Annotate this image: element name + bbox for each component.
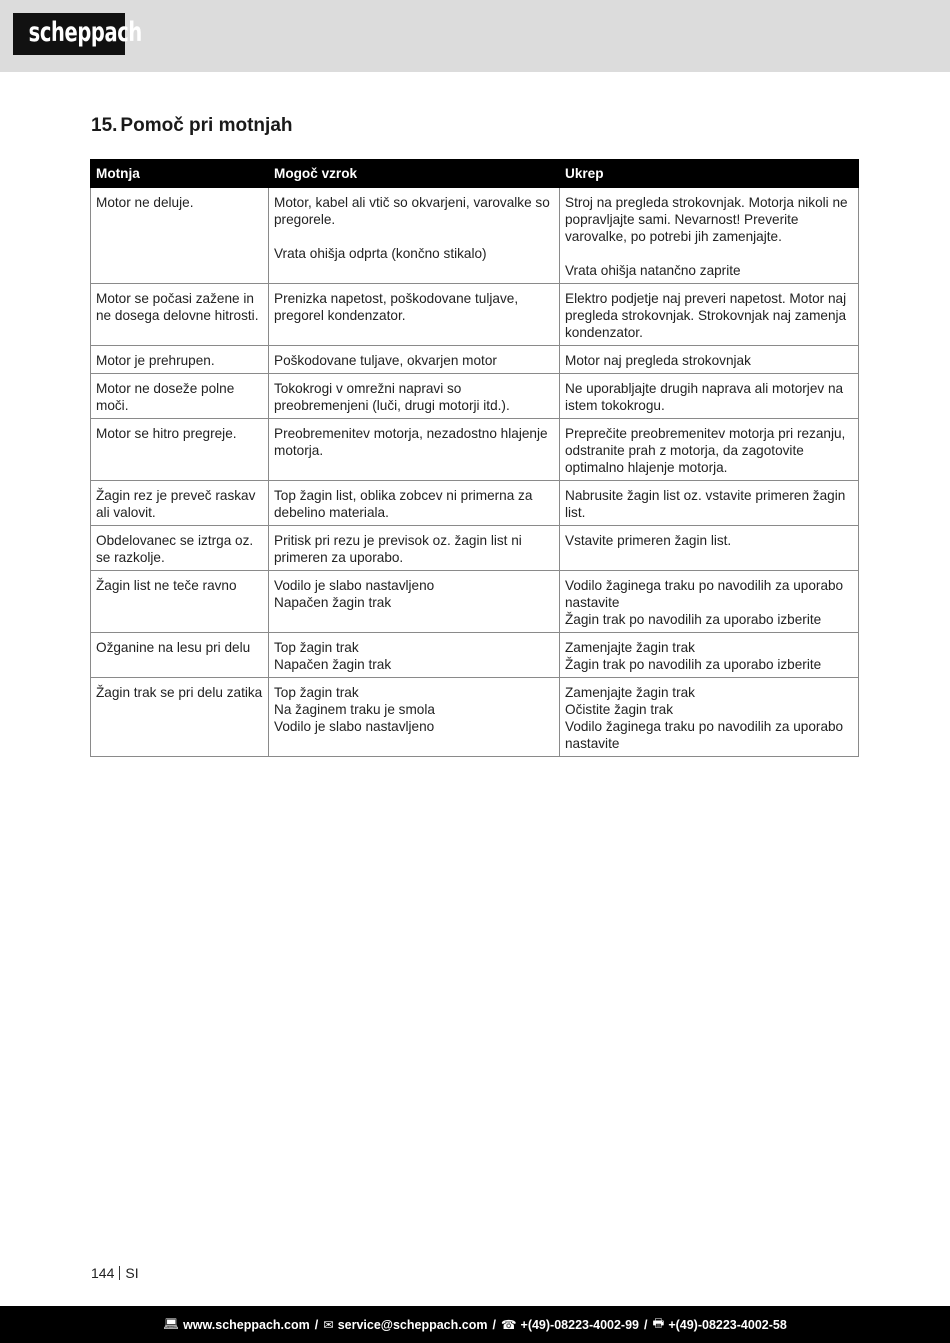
action-line: Zamenjajte žagin trak (565, 685, 695, 700)
cell-action (560, 571, 859, 633)
footer-fax: +(49)-08223-4002-58 (668, 1317, 787, 1332)
action-line: Vrata ohišja natančno zaprite (565, 263, 741, 278)
action-line: Očistite žagin trak (565, 702, 674, 717)
cell-cause (269, 481, 560, 526)
table-row (91, 374, 859, 419)
cause-line: Na žaginem traku je smola (274, 702, 435, 717)
action-line: Ne uporabljajte drugih naprava ali motorjev na istem tokokrogu. (565, 381, 844, 413)
cell-action (560, 346, 859, 374)
action-line: Žagin trak po navodilih za uporabo izberite (565, 657, 822, 672)
cell-action (560, 419, 859, 481)
page-number (91, 1265, 139, 1281)
cell-problem: Obdelovanec se iztrga oz. se razkolje. (91, 526, 269, 571)
cell-problem: Motor ne doseže polne moči. (91, 374, 269, 419)
action-line: Stroj na pregleda strokovnjak. Motorja nikoli ne popravljajte sami. Nevarnost! Preverite varovalke, po potrebi jih zamenjajte. (565, 195, 848, 244)
cell-cause (269, 419, 560, 481)
cell-action (560, 633, 859, 678)
cell-action (560, 526, 859, 571)
column-header-action: Ukrep (560, 160, 859, 188)
cell-problem: Motor ne deluje. (91, 188, 269, 284)
cell-cause (269, 571, 560, 633)
cell-cause (269, 633, 560, 678)
table-row (91, 346, 859, 374)
action-line: Preprečite preobremenitev motorja pri rezanju, odstranite prah z motorja, da zagotovite optimalno hlajenje motorja. (565, 426, 846, 475)
cause-line: Prenizka napetost, poškodovane tuljave, pregorel kondenzator. (274, 291, 519, 323)
cause-line: Preobremenitev motorja, nezadostno hlajenje motorja. (274, 426, 548, 458)
cell-cause (269, 526, 560, 571)
troubleshooting-table (90, 159, 859, 757)
action-line: Nabrusite žagin list oz. vstavite primeren žagin list. (565, 488, 846, 520)
footer-website[interactable]: www.scheppach.com (183, 1317, 310, 1332)
page-number-value: 144 (91, 1265, 115, 1281)
footer-separator: / (492, 1317, 496, 1332)
cell-problem: Žagin trak se pri delu zatika (91, 678, 269, 757)
page-number-divider (119, 1266, 120, 1280)
cell-cause (269, 284, 560, 346)
column-header-problem: Motnja (91, 160, 269, 188)
footer-band (0, 1306, 950, 1343)
logo-text: scheppach (28, 17, 142, 48)
cell-action (560, 284, 859, 346)
cell-action (560, 374, 859, 419)
table-row (91, 188, 859, 284)
cell-problem: Motor se počasi zažene in ne dosega delovne hitrosti. (91, 284, 269, 346)
cell-action (560, 678, 859, 757)
table-row (91, 284, 859, 346)
action-line: Vodilo žaginega traku po navodilih za uporabo nastavite (565, 578, 844, 610)
action-line: Vodilo žaginega traku po navodilih za uporabo nastavite (565, 719, 844, 751)
cell-cause (269, 374, 560, 419)
email-icon: ✉︎ (323, 1318, 334, 1332)
phone-icon: ☎︎ (500, 1318, 517, 1332)
page-language: SI (125, 1265, 139, 1281)
action-line: Motor naj pregleda strokovnjak (565, 353, 751, 368)
action-line: Vstavite primeren žagin list. (565, 533, 732, 548)
cause-line: Poškodovane tuljave, okvarjen motor (274, 353, 497, 368)
cause-line: Vodilo je slabo nastavljeno (274, 578, 435, 593)
cause-line: Tokokrogi v omrežni napravi so preobremenjeni (luči, drugi motorji itd.). (274, 381, 510, 413)
cell-problem: Motor se hitro pregreje. (91, 419, 269, 481)
cause-line: Top žagin trak (274, 640, 359, 655)
cause-line: Top žagin list, oblika zobcev ni primerna za debelino materiala. (274, 488, 533, 520)
cause-line: Napačen žagin trak (274, 595, 392, 610)
section-title-text: Pomoč pri motnjah (120, 115, 293, 136)
footer-separator: / (314, 1317, 319, 1332)
cell-cause (269, 346, 560, 374)
table-row (91, 633, 859, 678)
action-line: Žagin trak po navodilih za uporabo izberite (565, 612, 822, 627)
footer-separator: / (644, 1317, 648, 1332)
cell-problem: Ožganine na lesu pri delu (91, 633, 269, 678)
cause-line: Vrata ohišja odprta (končno stikalo) (274, 246, 487, 261)
cell-cause (269, 678, 560, 757)
footer-phone: +(49)-08223-4002-99 (520, 1317, 640, 1332)
cell-action (560, 188, 859, 284)
cell-problem: Žagin rez je preveč raskav ali valovit. (91, 481, 269, 526)
table-row (91, 526, 859, 571)
cause-line: Napačen žagin trak (274, 657, 392, 672)
table-row (91, 571, 859, 633)
cause-line: Vodilo je slabo nastavljeno (274, 719, 435, 734)
table-row (91, 481, 859, 526)
header-band (0, 0, 950, 72)
table-row (91, 419, 859, 481)
column-header-cause: Mogoč vzrok (269, 160, 560, 188)
action-line: Elektro podjetje naj preveri napetost. Motor naj pregleda strokovnjak. Strokovnjak naj zamenja kondenzator. (565, 291, 847, 340)
cell-problem: Žagin list ne teče ravno (91, 571, 269, 633)
cell-problem: Motor je prehrupen. (91, 346, 269, 374)
section-number: 15. (91, 115, 118, 136)
cause-line: Top žagin trak (274, 685, 359, 700)
table-row (91, 678, 859, 757)
fax-icon: 🖶︎ (652, 1316, 665, 1330)
cause-line: Motor, kabel ali vtič so okvarjeni, varovalke so pregorele. (274, 195, 550, 227)
footer-email[interactable]: service@scheppach.com (337, 1317, 488, 1332)
scheppach-logo (13, 13, 142, 55)
cell-cause (269, 188, 560, 284)
computer-icon: 💻︎ (163, 1317, 180, 1331)
table-header-row (91, 160, 859, 188)
cause-line: Pritisk pri rezu je previsok oz. žagin list ni primeren za uporabo. (274, 533, 522, 565)
table-body (91, 188, 859, 757)
action-line: Zamenjajte žagin trak (565, 640, 695, 655)
section-title (91, 115, 293, 137)
cell-action (560, 481, 859, 526)
cause-line (274, 228, 554, 245)
